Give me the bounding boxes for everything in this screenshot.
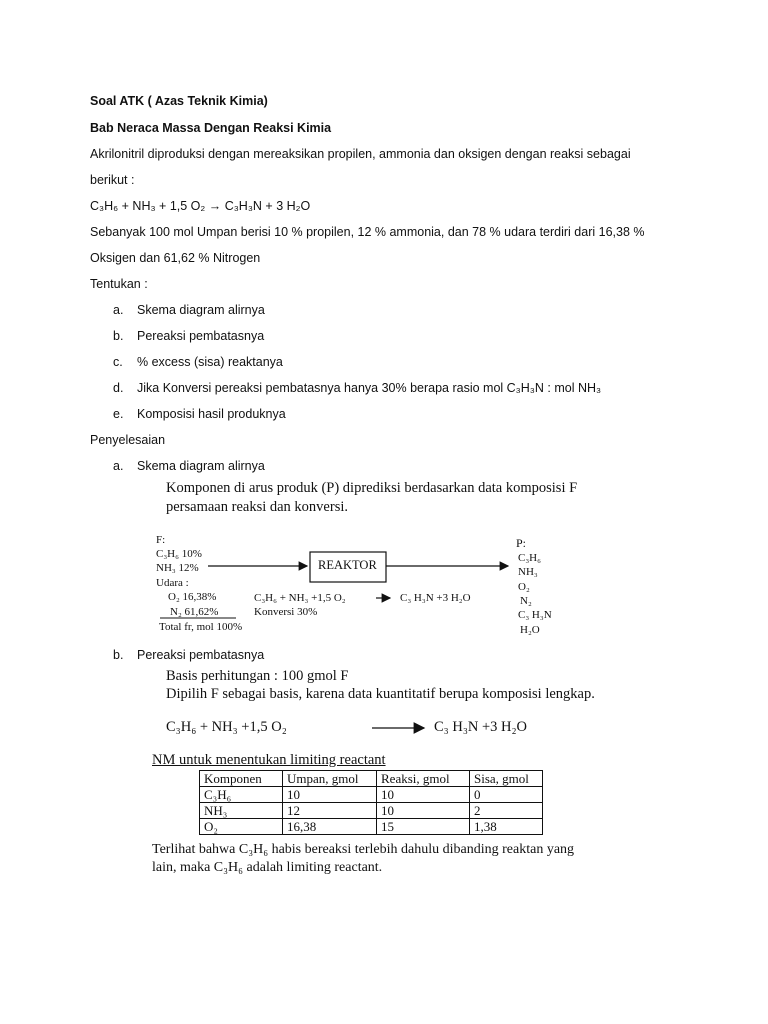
table-cell: NH₃	[200, 803, 283, 819]
question-b	[113, 329, 264, 343]
table-cell: 15	[377, 819, 470, 835]
solution-heading: Penyelesaian	[90, 433, 166, 447]
feed-line-2: Oksigen dan 61,62 % Nitrogen	[90, 251, 261, 265]
table-cell: 0	[470, 787, 543, 803]
feed-item: Udara :	[156, 577, 189, 589]
part-title: Pereaksi pembatasnya	[137, 648, 265, 662]
basis-equation-arrow	[370, 720, 430, 736]
basis-line-1: Basis perhitungan : 100 gmol F	[166, 668, 349, 684]
table-cell: 10	[377, 787, 470, 803]
part-letter: a.	[113, 459, 124, 473]
table-cell: 10	[377, 803, 470, 819]
table-row	[200, 787, 543, 803]
solution-part-b-heading	[113, 648, 264, 662]
diagram-desc-line-1: Komponen di arus produk (P) diprediksi berdasarkan data komposisi F	[166, 480, 578, 496]
part-letter: b.	[113, 648, 124, 662]
basis-equation-products: C₃ H₃N +3 H₂O	[434, 719, 528, 735]
solution-part-a-heading	[113, 459, 265, 473]
table-header-cell: Komponen	[200, 771, 283, 787]
product-item: N₂	[520, 595, 532, 607]
feed-label: F:	[156, 534, 166, 546]
table-row	[200, 803, 543, 819]
feed-item: C₃H₆ 10%	[156, 548, 202, 560]
question-text: Jika Konversi pereaksi pembatasnya hanya 30% berapa rasio mol C₃H₃N : mol NH₃	[137, 381, 602, 395]
question-c	[113, 355, 283, 369]
product-item: C₃ H₃N	[518, 609, 552, 621]
product-item: NH₃	[518, 566, 538, 578]
part-title: Skema diagram alirnya	[137, 459, 265, 473]
chapter-title: Bab Neraca Massa Dengan Reaksi Kimia	[90, 121, 332, 135]
diagram-reaction-products: C₃ H₃N +3 H₂O	[400, 592, 471, 604]
flow-lines	[150, 530, 620, 650]
feed-item: NH₃ 12%	[156, 562, 199, 574]
nm-heading: NM untuk menentukan limiting reactant	[152, 752, 386, 768]
product-item: O₂	[518, 581, 530, 593]
table-row	[200, 819, 543, 835]
question-e	[113, 407, 286, 421]
feed-line-1: Sebanyak 100 mol Umpan berisi 10 % propilen, 12 % ammonia, dan 78 % udara terdiri dari 16,38 %	[90, 225, 645, 239]
question-text: Skema diagram alirnya	[137, 303, 265, 317]
question-letter: b.	[113, 329, 124, 343]
question-letter: c.	[113, 355, 123, 369]
table-cell: 16,38	[283, 819, 377, 835]
question-a	[113, 303, 265, 317]
conversion-label: Konversi 30%	[254, 606, 318, 618]
diagram-desc-line-2: persamaan reaksi dan konversi.	[166, 499, 348, 515]
question-text: Pereaksi pembatasnya	[137, 329, 265, 343]
table-header-cell: Reaksi, gmol	[377, 771, 470, 787]
document-title: Soal ATK ( Azas Teknik Kimia)	[90, 94, 268, 108]
table-cell: C₃H₆	[200, 787, 283, 803]
product-item: H₂O	[520, 624, 540, 636]
feed-item: Total fr, mol 100%	[159, 621, 243, 633]
table-cell: 2	[470, 803, 543, 819]
table-cell: 10	[283, 787, 377, 803]
table-header-cell: Umpan, gmol	[283, 771, 377, 787]
diagram-reaction-reactants: C₃H₆ + NH₃ +1,5 O₂	[254, 592, 346, 604]
product-label: P:	[516, 536, 527, 550]
feed-item: N₂ 61,62%	[170, 606, 219, 618]
basis-line-2: Dipilih F sebagai basis, karena data kuantitatif berupa komposisi lengkap.	[166, 686, 595, 702]
reactor-label: REAKTOR	[318, 558, 377, 572]
basis-equation-reactants: C₃H₆ + NH₃ +1,5 O₂	[166, 719, 287, 735]
question-d	[113, 381, 601, 395]
table-header-row	[200, 771, 543, 787]
table-header-cell: Sisa, gmol	[470, 771, 543, 787]
table-cell: 12	[283, 803, 377, 819]
product-item: C₃H₆	[518, 552, 541, 564]
feed-item: O₂ 16,38%	[168, 591, 217, 603]
question-text: Komposisi hasil produknya	[137, 407, 286, 421]
table-cell: O₂	[200, 819, 283, 835]
question-letter: a.	[113, 303, 124, 317]
question-text: % excess (sisa) reaktanya	[137, 355, 283, 369]
conclusion-line-2: lain, maka C₃H₆ adalah limiting reactant.	[152, 860, 383, 875]
tentukan-label: Tentukan :	[90, 277, 148, 291]
conclusion-line-1: Terlihat bahwa C₃H₆ habis bereaksi terlebih dahulu dibanding reaktan yang	[152, 842, 575, 857]
table-cell: 1,38	[470, 819, 543, 835]
question-letter: d.	[113, 381, 124, 395]
reaction-equation: C₃H₆ + NH₃ + 1,5 O₂ → C₃H₃N + 3 H₂O	[90, 199, 311, 213]
intro-line-1: Akrilonitril diproduksi dengan mereaksikan propilen, ammonia dan oksigen dengan reaksi sebagai	[90, 147, 631, 161]
limiting-reactant-table	[199, 770, 543, 835]
question-letter: e.	[113, 407, 124, 421]
intro-line-2: berikut :	[90, 173, 135, 187]
